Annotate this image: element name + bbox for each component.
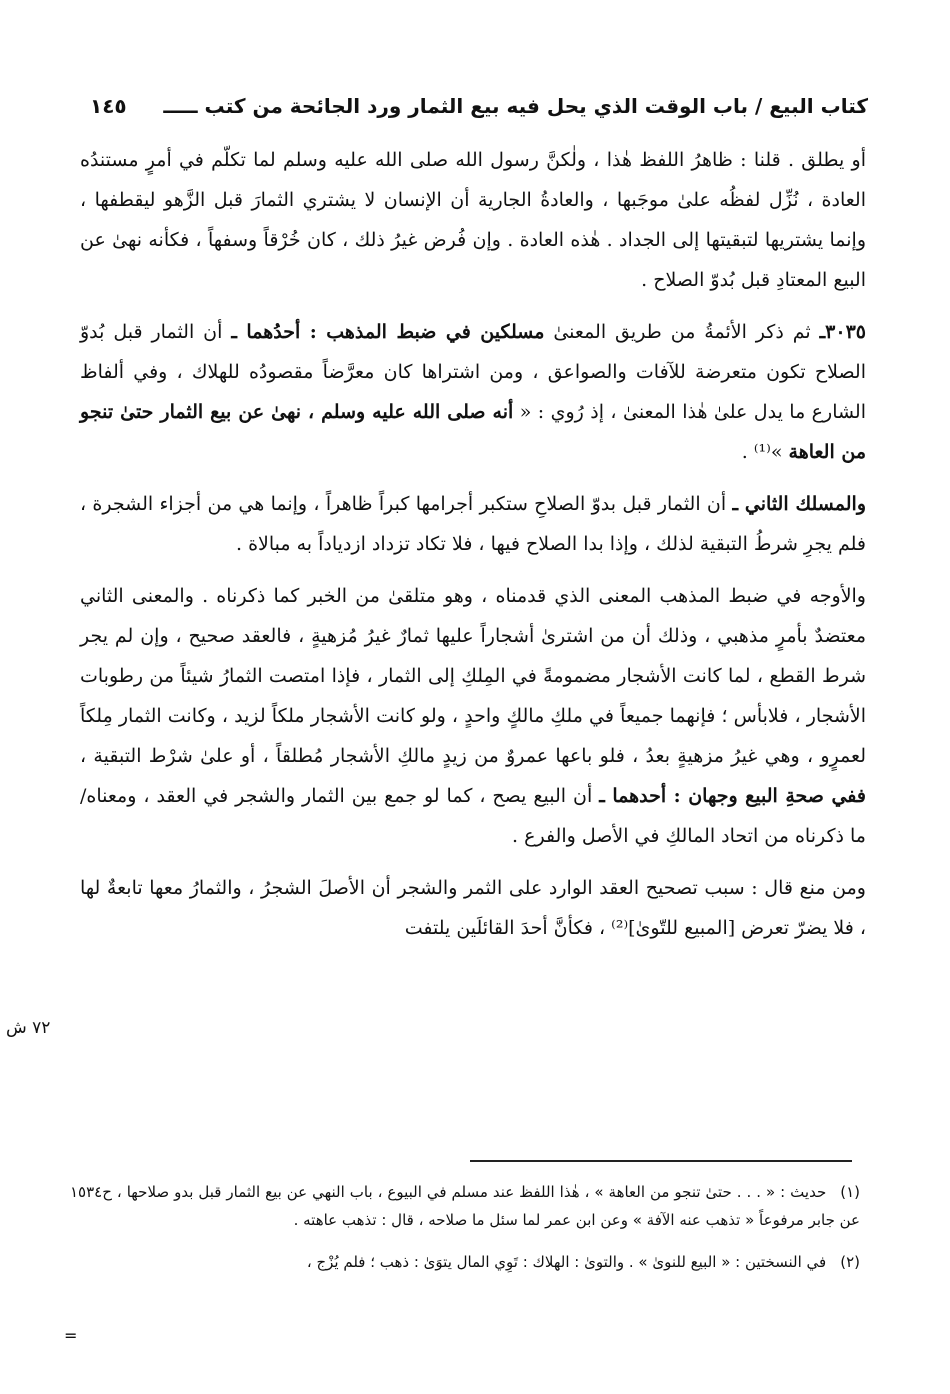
- header-title: كتاب البيع / باب الوقت الذي يحل فيه بيع الثمار ورد الجائحة من كتب ـــــ: [163, 94, 868, 118]
- main-text: [80, 140, 866, 960]
- paragraph: [80, 484, 866, 564]
- running-header: [82, 86, 868, 126]
- page-number: ١٤٥: [90, 94, 127, 118]
- footnote-text: حديث : « . . . حتىٰ تنجو من العاهة » ، هٰذا اللفظ عند مسلم في البيوع ، باب النهي عن بيع الثمار قبل بدو صلاحها ، ح١٥٣٤ عن جابر مرفوعاً « تذهب عنه الآفة » وعن ابن عمر لما سئل ما صلاحه ، قال : تذهب عاهته .: [70, 1183, 860, 1229]
- footnote: [70, 1248, 860, 1276]
- bold-phrase: مسلكين في ضبط المذهب : أحدُهما ـ: [231, 321, 545, 343]
- paragraph-text: أن البيع يصح ، كما لو جمع بين الثمار والشجر في العقد ، ومعناه/ ما ذكرناه من اتحاد المالكِ في الأصل والفرع .: [80, 785, 866, 847]
- hadith-quote: أنه صلى الله عليه وسلم ، نهىٰ عن بيع الثمار حتىٰ تنجو من العاهة: [80, 401, 866, 463]
- paragraph-text: ومن منع قال : سبب تصحيح العقد الوارد على الثمر والشجر أن الأصلَ الشجرُ ، والثمارُ معها تابعةٌ لها ، فلا يضرّ تعرض [المبيع للتّوىٰ]⁽²⁾ ، فكأنَّ أحدَ القائلَين يلتفت: [80, 877, 866, 939]
- continuation-mark: =: [64, 1326, 78, 1345]
- paragraph: [80, 140, 866, 300]
- bold-phrase: ففي صحةِ البيع وجهان : أحدهما ـ: [599, 785, 866, 807]
- section-number: ٣٠٣٥ـ: [819, 321, 866, 343]
- footnote-number: (١): [840, 1183, 860, 1201]
- paragraph-text: أن الثمار قبل بُدوّ الصلاح تكون متعرضة للآفات والصواعق ، ومن اشتراها كان معرَّضاً مقصودُه للهلاك ، وفي ألفاظ الشارع ما يدل علىٰ هٰذا المعنىٰ ، إذ رُوي : «: [80, 321, 866, 423]
- footnote-number: (٢): [840, 1253, 860, 1271]
- paragraph-text: أن الثمار قبل بدوّ الصلاحِ ستكبر أجرامها كبراً ظاهراً ، وإنما هي من أجزاء الشجرة ، فلم يجرِ شرطُ التبقية لذلك ، وإذا بدا الصلاح فيها ، فلا تكاد تزداد ازدياداً به مبالاة .: [80, 493, 866, 555]
- manuscript-margin-marker: ٧٢ ش: [6, 1018, 51, 1038]
- paragraph-text: »⁽¹⁾ .: [741, 441, 789, 463]
- footnote-divider: [470, 1160, 852, 1162]
- paragraph: [80, 312, 866, 472]
- paragraph-text: أو يطلق . قلنا : ظاهرُ اللفظ هٰذا ، ولٰكنَّ رسول الله صلى الله عليه وسلم لما تكلّم في أمرٍ مستندُه العادة ، نُزِّل لفظُه علىٰ موجَبها ، والعادةُ الجارية أن الإنسان لا يشتري الثمارَ قبل الزَّهو ليقطفها ، وإنما يشتريها لتبقيتها إلى الجداد . هٰذه العادة . وإن فُرض غيرُ ذلك ، كان خُرْقاً وسفهاً ، فكأنه نهىٰ عن البيع المعتادِ قبل بُدوّ الصلاح .: [80, 149, 866, 291]
- bold-phrase: والمسلك الثاني ـ: [732, 493, 866, 515]
- paragraph-text: ثم ذكر الأئمةُ من طريق المعنىٰ: [544, 321, 820, 343]
- footnotes: [70, 1178, 860, 1290]
- footnote: [70, 1178, 860, 1234]
- paragraph-text: والأوجه في ضبط المذهب المعنى الذي قدمناه ، وهو متلقىٰ من الخبر كما ذكرناه . والمعنى الثاني معتضدٌ بأمرٍ مذهبي ، وذلك أن من اشترىٰ أشجاراً عليها ثمارٌ غيرُ مُزهيةٍ ، فالعقد صحيح ، وإن لم يجر شرط القطع ، لما كانت الأشجار مضمومةً في المِلكِ إلى الثمار ، فإذا امتصت الثمارُ شيئاً من رطوبات الأشجار ، فلابأس ؛ فإنهما جميعاً في ملكِ مالكٍ واحدٍ ، ولو كانت الأشجار ملكاً لزيد ، وكانت الثمار مِلكاً لعمرٍو ، وهي غيرُ مزهيةٍ بعدُ ، فلو باعها عمروٌ من زيدٍ مالكِ الأشجار مُطلقاً ، أو علىٰ شرْط التبقية ،: [80, 585, 866, 767]
- footnote-text: في النسختين : « البيع للنوىٰ » . والتوىٰ : الهلاك : تَوِي المال يتوَىٰ : ذهب ؛ فلم يُزْج ،: [306, 1253, 827, 1271]
- paragraph: [80, 868, 866, 948]
- paragraph: [80, 576, 866, 856]
